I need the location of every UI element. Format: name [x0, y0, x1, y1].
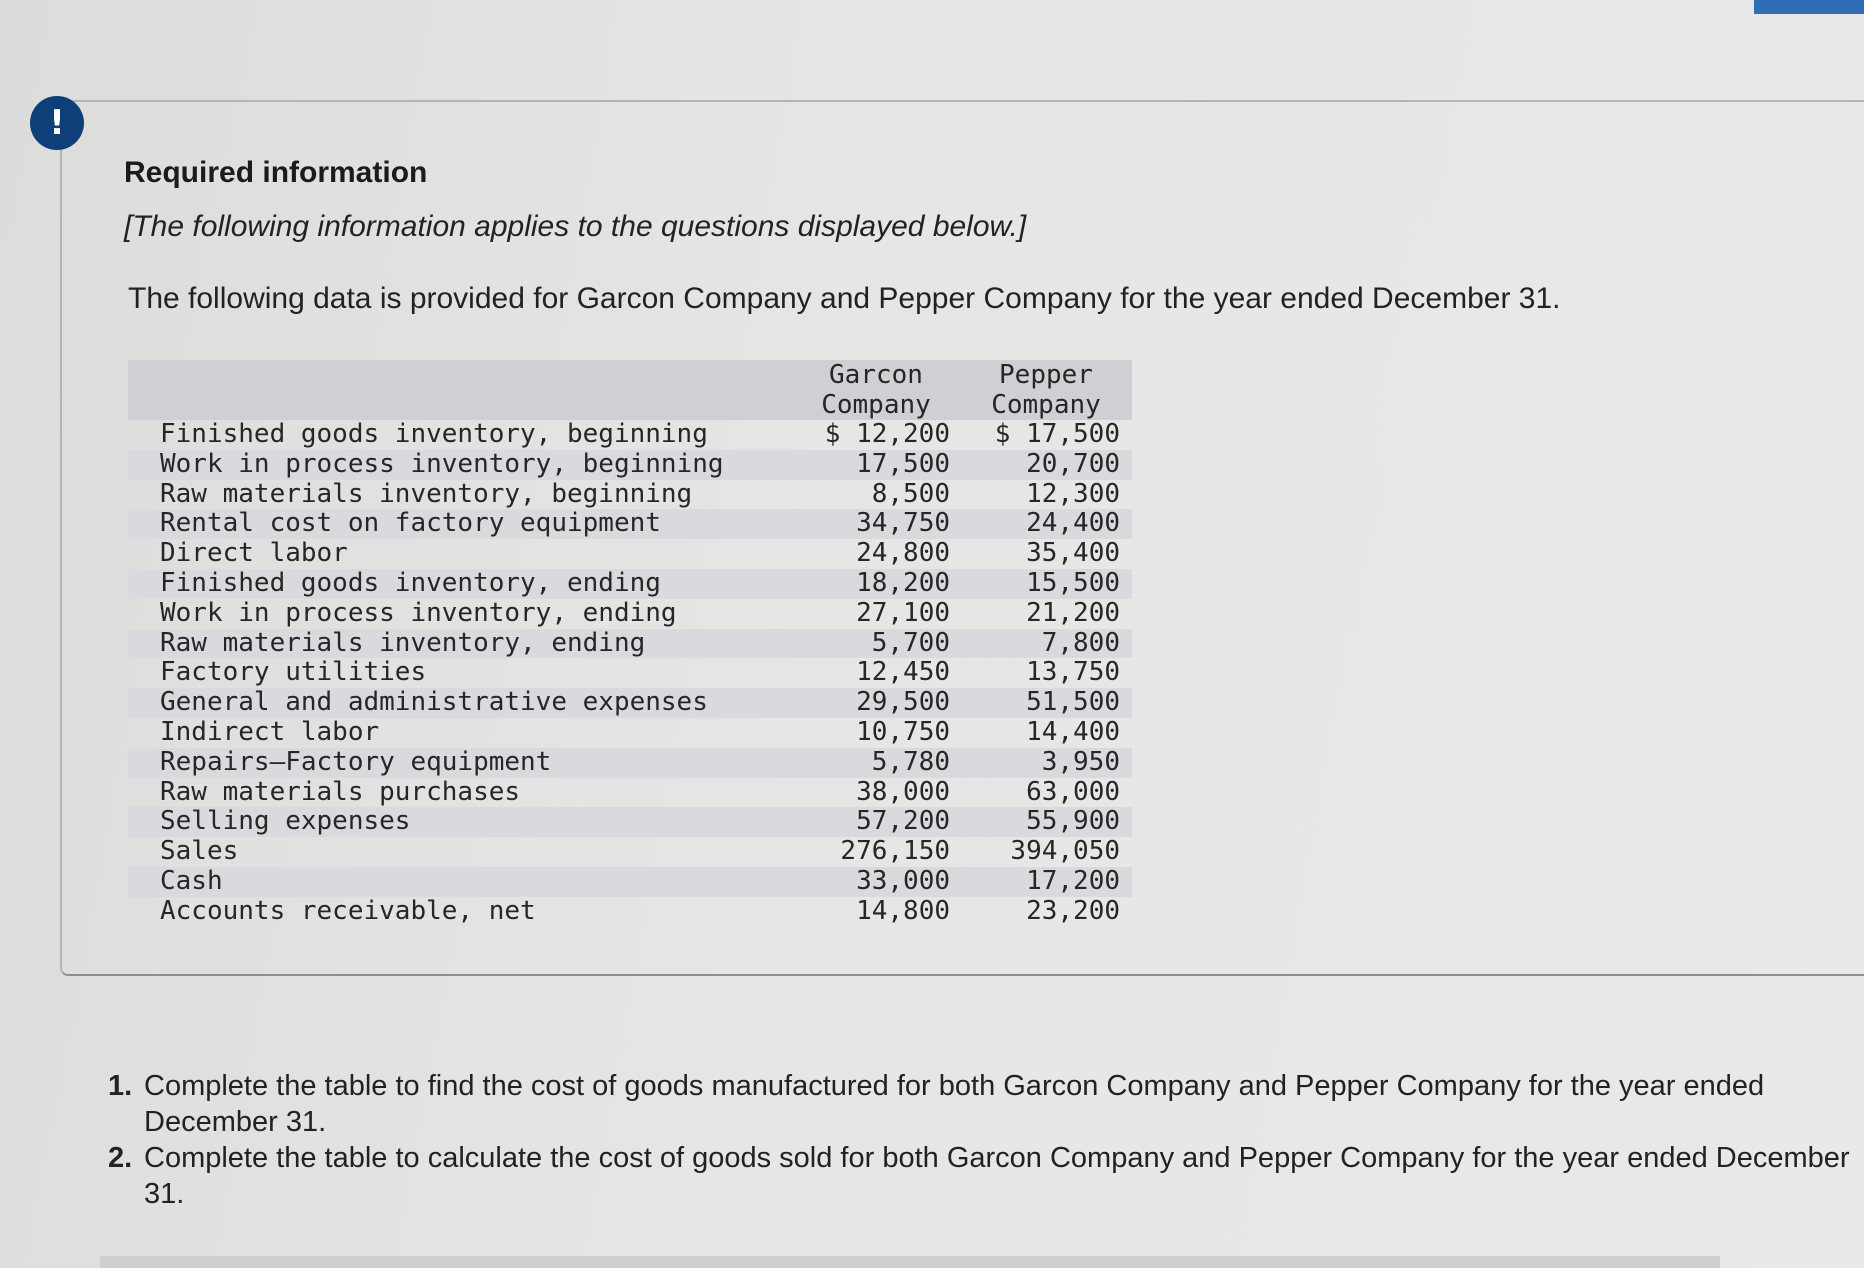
garcon-value: $ 12,200: [824, 419, 950, 449]
row-label: Repairs—Factory equipment: [160, 746, 552, 777]
pepper-value: 51,500: [1026, 687, 1120, 718]
table-row: [128, 480, 1132, 510]
row-label: Work in process inventory, ending: [160, 597, 677, 628]
garcon-value: 5,780: [871, 746, 950, 777]
row-label: Raw materials inventory, beginning: [160, 478, 693, 509]
garcon-value: 14,800: [856, 895, 950, 926]
pepper-value: 13,750: [1026, 657, 1120, 688]
pepper-value: 394,050: [1010, 836, 1120, 867]
row-label: Work in process inventory, beginning: [160, 448, 724, 479]
row-label: Rental cost on factory equipment: [160, 508, 661, 539]
table-row: [128, 897, 1132, 927]
company-data-table: [128, 360, 1132, 927]
pepper-value: 24,400: [1026, 508, 1120, 539]
column-header-garcon-line2: Company: [821, 390, 931, 420]
table-header: [128, 360, 1132, 420]
pepper-value: 14,400: [1026, 716, 1120, 747]
garcon-value: 5,700: [871, 627, 950, 658]
table-row: [128, 629, 1132, 659]
row-label: Indirect labor: [160, 716, 380, 747]
row-label: Selling expenses: [160, 806, 411, 837]
row-label: General and administrative expenses: [160, 687, 708, 718]
pepper-value: 35,400: [1026, 538, 1120, 569]
pepper-value: 23,200: [1026, 895, 1120, 926]
table-row: [128, 420, 1132, 450]
question-number: 1.: [108, 1070, 133, 1102]
row-label: Finished goods inventory, ending: [160, 567, 661, 598]
table-row: [128, 688, 1132, 718]
table-row: [128, 569, 1132, 599]
column-header-garcon-line1: Garcon: [829, 360, 923, 390]
row-label: Cash: [160, 865, 223, 896]
garcon-value: 12,450: [856, 657, 950, 688]
table-row: [128, 778, 1132, 808]
table-row: [128, 837, 1132, 867]
garcon-value: 18,200: [856, 567, 950, 598]
table-row: [128, 539, 1132, 569]
row-label: Accounts receivable, net: [160, 895, 536, 926]
garcon-value: 17,500: [856, 448, 950, 479]
table-row: [128, 509, 1132, 539]
bottom-bar: [100, 1256, 1720, 1268]
table-row: [128, 599, 1132, 629]
column-header-garcon: [796, 360, 956, 420]
pepper-value: 7,800: [1041, 627, 1120, 658]
garcon-value: 33,000: [856, 865, 950, 896]
row-label: Sales: [160, 836, 239, 867]
pepper-value: 21,200: [1026, 597, 1120, 628]
garcon-value: 57,200: [856, 806, 950, 837]
garcon-value: 24,800: [856, 538, 950, 569]
intro-text: The following data is provided for Garcon Company and Pepper Company for the year ended December 31.: [128, 282, 1561, 315]
row-label: Factory utilities: [160, 657, 427, 688]
question-number: 2.: [108, 1142, 133, 1174]
garcon-value: 29,500: [856, 687, 950, 718]
garcon-value: 276,150: [840, 836, 950, 867]
question-item: [108, 1068, 1864, 1140]
row-label: Raw materials inventory, ending: [160, 627, 646, 658]
question-text: Complete the table to calculate the cost of goods sold for both Garcon Company and Pepper Company for the year ended December 31.: [144, 1142, 1850, 1210]
garcon-value: 34,750: [856, 508, 950, 539]
garcon-value: 38,000: [856, 776, 950, 807]
pepper-value: 63,000: [1026, 776, 1120, 807]
table-row: [128, 450, 1132, 480]
pepper-value: 55,900: [1026, 806, 1120, 837]
top-accent-bar: [1754, 0, 1864, 14]
question-list: [108, 1068, 1864, 1212]
column-header-pepper-line2: Company: [991, 390, 1101, 420]
row-label: Raw materials purchases: [160, 776, 521, 807]
row-label: Direct labor: [160, 538, 348, 569]
pepper-value: $ 17,500: [994, 419, 1120, 449]
table-row: [128, 718, 1132, 748]
row-label: Finished goods inventory, beginning: [160, 419, 708, 449]
table-body: [128, 420, 1132, 927]
table-row: [128, 748, 1132, 778]
garcon-value: 8,500: [871, 478, 950, 509]
column-header-pepper-line1: Pepper: [999, 360, 1093, 390]
required-info-title: Required information: [124, 156, 428, 189]
pepper-value: 17,200: [1026, 865, 1120, 896]
pepper-value: 3,950: [1041, 746, 1120, 777]
garcon-value: 27,100: [856, 597, 950, 628]
alert-icon: !: [30, 96, 84, 150]
pepper-value: 20,700: [1026, 448, 1120, 479]
pepper-value: 12,300: [1026, 478, 1120, 509]
table-row: [128, 867, 1132, 897]
pepper-value: 15,500: [1026, 567, 1120, 598]
applies-note: [The following information applies to the questions displayed below.]: [124, 210, 1027, 243]
garcon-value: 10,750: [856, 716, 950, 747]
question-text: Complete the table to find the cost of goods manufactured for both Garcon Company and Pepper Company for the year ended December 31.: [144, 1070, 1765, 1138]
table-row: [128, 807, 1132, 837]
table-row: [128, 658, 1132, 688]
column-header-pepper: [966, 360, 1126, 420]
question-item: [108, 1140, 1864, 1212]
